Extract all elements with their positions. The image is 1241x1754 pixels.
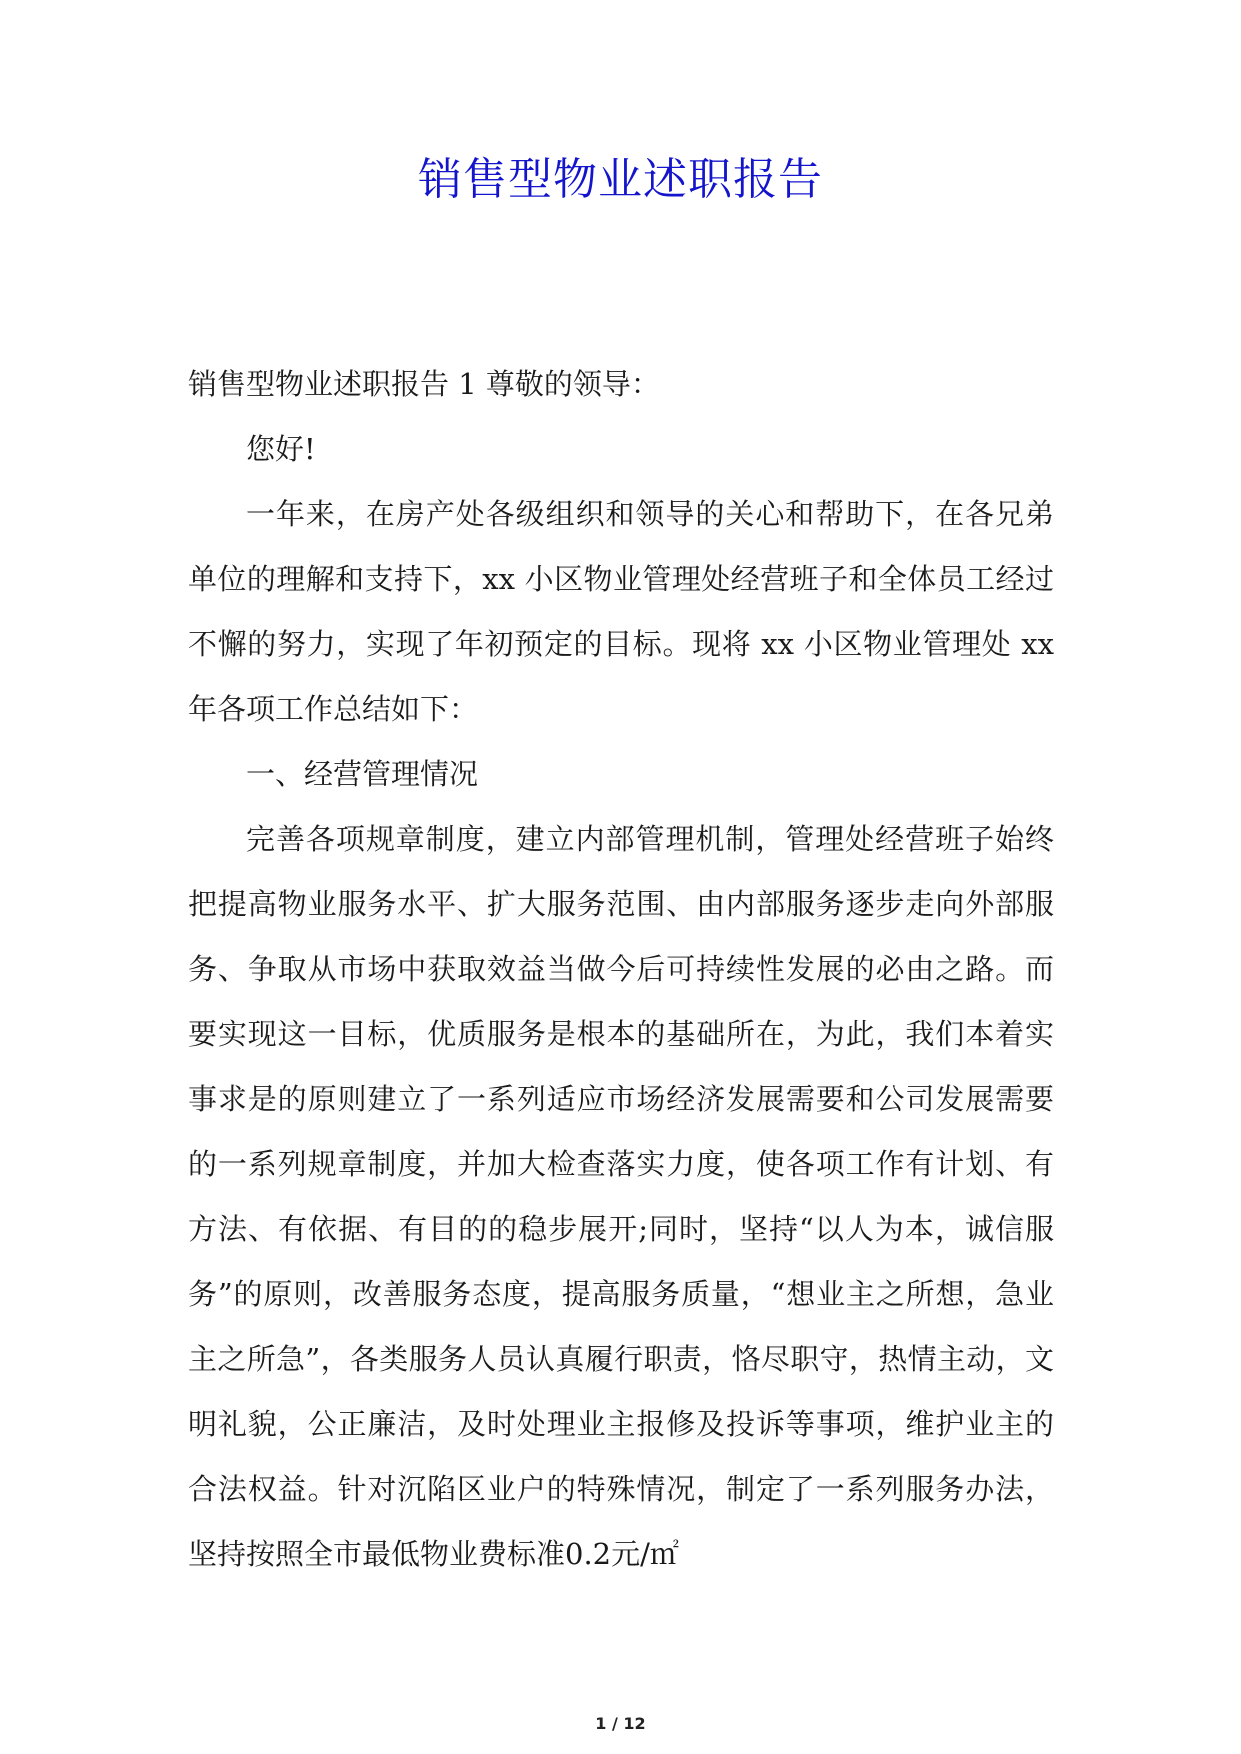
salutation-paragraph: 销售型物业述职报告 1 尊敬的领导：	[188, 367, 660, 401]
page-number: 1 / 12	[595, 1714, 646, 1733]
greeting-paragraph: 您好!	[246, 432, 316, 466]
body-paragraph: 完善各项规章制度，建立内部管理机制，管理处经营班子始终把提高物业服务水平、扩大服务范围、由内部服务逐步走向外部服务、争取从市场中获取效益当做今后可持续性发展的必由之路。而要实现这一目标，优质服务是根本的基础所在，为此，我们本着实事求是的原则建立了一系列适应市场经济发展需要和公司发展需要的一系列规章制度，并加大检查落实力度，使各项工作有计划、有方法、有依据、有目的的稳步展开;同时，坚持“以人为本，诚信服务”的原则，改善服务态度，提高服务质量，“想业主之所想，急业主之所急”，各类服务人员认真履行职责，恪尽职守，热情主动，文明礼貌，公正廉洁，及时处理业主报修及投诉等事项，维护业主的合法权益。针对沉陷区业户的特殊情况，制定了一系列服务办法，坚持按照全市最低物业费标准0.2元/㎡	[188, 822, 1054, 1571]
document-title: 销售型物业述职报告	[418, 154, 823, 205]
document-body	[188, 352, 1054, 1587]
intro-paragraph: 一年来，在房产处各级组织和领导的关心和帮助下，在各兄弟单位的理解和支持下，xx 小区物业管理处经营班子和全体员工经过不懈的努力，实现了年初预定的目标。现将 xx 小区物业管理处 xx 年各项工作总结如下：	[188, 497, 1054, 726]
section-heading: 一、经营管理情况	[246, 757, 479, 791]
